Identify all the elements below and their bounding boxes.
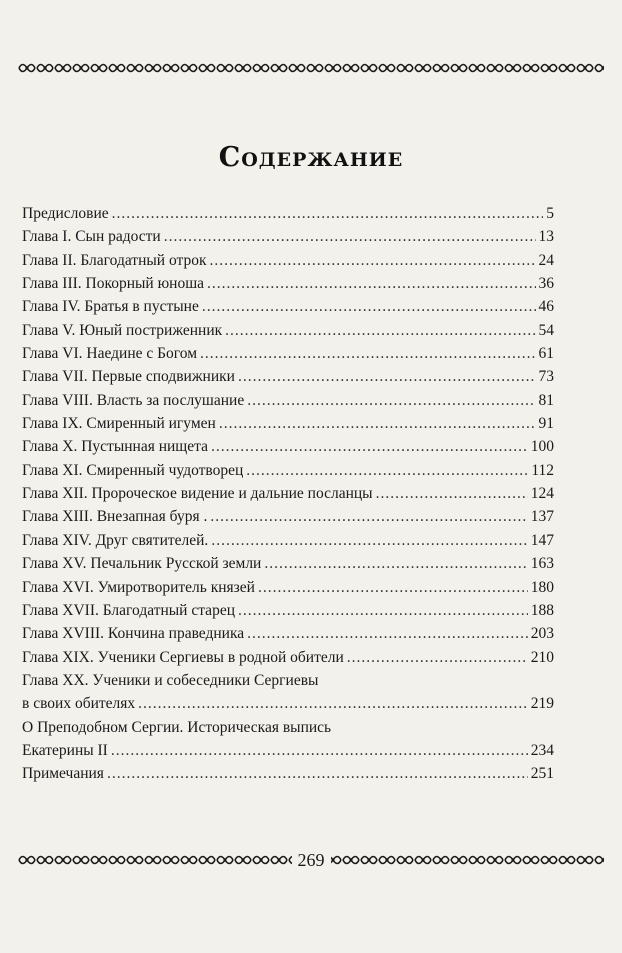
dot-leader bbox=[238, 599, 528, 622]
toc-entry-page: 219 bbox=[530, 695, 554, 713]
dot-leader bbox=[211, 435, 528, 458]
dot-leader bbox=[107, 762, 528, 785]
toc-entry-page: 24 bbox=[538, 251, 554, 269]
toc-entry-label: Примечания bbox=[22, 765, 104, 783]
toc-entry-page: 163 bbox=[530, 555, 554, 573]
dot-leader bbox=[225, 319, 535, 342]
toc-entry bbox=[22, 295, 554, 318]
toc-entry bbox=[22, 435, 554, 458]
dot-leader bbox=[210, 505, 527, 528]
toc-entry-label: Глава XI. Смиренный чудотворец bbox=[22, 461, 244, 479]
toc-entry bbox=[22, 482, 554, 505]
dot-leader bbox=[264, 552, 527, 575]
table-of-contents bbox=[22, 202, 554, 786]
toc-entry-label: в своих обителях bbox=[22, 695, 136, 713]
toc-entry-label: О Преподобном Сергии. Историческая выпись bbox=[22, 718, 332, 736]
dot-leader bbox=[347, 646, 528, 669]
toc-entry-label: Глава XVII. Благодатный старец bbox=[22, 601, 235, 619]
toc-entry-first-line bbox=[22, 669, 554, 692]
toc-entry-page: 100 bbox=[530, 438, 554, 456]
toc-entry-label: Глава II. Благодатный отрок bbox=[22, 251, 207, 269]
toc-entry bbox=[22, 739, 554, 762]
toc-entry-label: Глава XIV. Друг святителей. bbox=[22, 531, 209, 549]
dot-leader bbox=[164, 225, 536, 248]
dot-leader bbox=[111, 739, 528, 762]
toc-entry-label: Глава IX. Смиренный игумен bbox=[22, 415, 216, 433]
toc-entry bbox=[22, 599, 554, 622]
toc-entry-label: Глава XV. Печальник Русской земли bbox=[22, 555, 262, 573]
toc-entry bbox=[22, 459, 554, 482]
dot-leader bbox=[258, 576, 528, 599]
page-title: Содержание bbox=[218, 142, 404, 173]
toc-entry-label: Глава VIII. Власть за послушание bbox=[22, 391, 245, 409]
toc-entry bbox=[22, 762, 554, 785]
toc-entry bbox=[22, 319, 554, 342]
toc-entry bbox=[22, 505, 554, 528]
toc-entry-label: Глава VI. Наедине с Богом bbox=[22, 345, 198, 363]
dot-leader bbox=[210, 249, 536, 272]
dot-leader bbox=[247, 389, 535, 412]
page-number bbox=[0, 850, 622, 870]
toc-entry-page: 234 bbox=[530, 741, 554, 759]
toc-entry bbox=[22, 412, 554, 435]
dot-leader bbox=[247, 622, 528, 645]
dot-leader bbox=[138, 692, 528, 715]
toc-entry-label: Глава V. Юный постриженник bbox=[22, 321, 223, 339]
dot-leader bbox=[211, 529, 527, 552]
dot-leader bbox=[238, 365, 536, 388]
dot-leader bbox=[376, 482, 528, 505]
dot-leader bbox=[207, 272, 535, 295]
toc-entry-page: 203 bbox=[530, 625, 554, 643]
toc-entry-page: 180 bbox=[530, 578, 554, 596]
toc-entry-page: 124 bbox=[530, 485, 554, 503]
toc-entry bbox=[22, 249, 554, 272]
toc-entry bbox=[22, 389, 554, 412]
toc-entry-label: Глава IV. Братья в пустыне bbox=[22, 298, 199, 316]
toc-entry-label: Глава XX. Ученики и собеседники Сергиевы bbox=[22, 671, 319, 689]
toc-entry-page: 188 bbox=[530, 601, 554, 619]
toc-entry bbox=[22, 272, 554, 295]
dot-leader bbox=[219, 412, 536, 435]
toc-entry-page: 46 bbox=[538, 298, 554, 316]
toc-entry-page: 81 bbox=[538, 391, 554, 409]
toc-entry-label: Глава VII. Первые сподвижники bbox=[22, 368, 235, 386]
toc-entry-page: 36 bbox=[538, 275, 554, 293]
toc-entry bbox=[22, 622, 554, 645]
toc-entry-label: Глава XIX. Ученики Сергиевы в родной обители bbox=[22, 648, 344, 666]
toc-entry-page: 73 bbox=[538, 368, 554, 386]
toc-entry bbox=[22, 225, 554, 248]
toc-entry-label: Предисловие bbox=[22, 205, 109, 222]
dot-leader bbox=[200, 342, 535, 365]
toc-entry bbox=[22, 576, 554, 599]
toc-entry bbox=[22, 552, 554, 575]
toc-entry-page: 61 bbox=[538, 345, 554, 363]
toc-entry-label: Глава XII. Пророческое видение и дальние посланцы bbox=[22, 485, 373, 503]
dot-leader bbox=[246, 459, 528, 482]
toc-entry-first-line bbox=[22, 716, 554, 739]
page-number-value: 269 bbox=[292, 850, 331, 870]
toc-entry bbox=[22, 692, 554, 715]
toc-entry bbox=[22, 202, 554, 225]
toc-entry bbox=[22, 646, 554, 669]
toc-entry-page: 137 bbox=[530, 508, 554, 526]
dot-leader bbox=[202, 295, 536, 318]
dot-leader bbox=[112, 202, 544, 225]
toc-entry-label: Глава XIII. Внезапная буря . bbox=[22, 508, 208, 526]
toc-entry-label: Глава I. Сын радости bbox=[22, 228, 161, 246]
toc-entry-page: 112 bbox=[531, 461, 554, 479]
toc-entry bbox=[22, 365, 554, 388]
top-ornament-border bbox=[18, 60, 604, 76]
toc-entry-label: Глава III. Покорный юноша bbox=[22, 275, 205, 293]
toc-entry-page: 91 bbox=[538, 415, 554, 433]
toc-entry-page: 54 bbox=[538, 321, 554, 339]
toc-entry bbox=[22, 342, 554, 365]
toc-entry-page: 5 bbox=[546, 205, 554, 222]
toc-entry-page: 147 bbox=[530, 531, 554, 549]
toc-entry-label: Глава XVI. Умиротворитель князей bbox=[22, 578, 255, 596]
toc-entry-page: 251 bbox=[530, 765, 554, 783]
toc-entry bbox=[22, 529, 554, 552]
toc-entry-page: 13 bbox=[538, 228, 554, 246]
toc-entry-label: Екатерины II bbox=[22, 741, 108, 759]
toc-entry-page: 210 bbox=[530, 648, 554, 666]
toc-entry-label: Глава XVIII. Кончина праведника bbox=[22, 625, 245, 643]
toc-entry-label: Глава X. Пустынная нищета bbox=[22, 438, 208, 456]
